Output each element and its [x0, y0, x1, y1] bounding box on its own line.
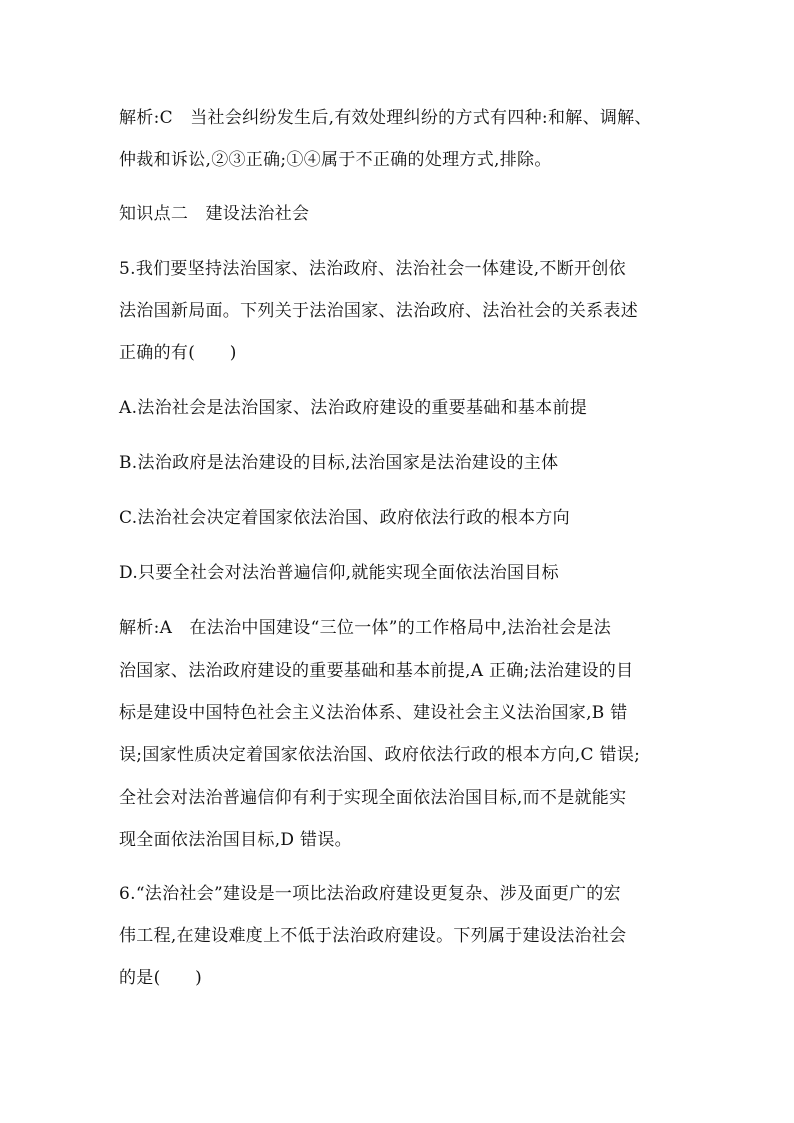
question-5-stem-line: 法治国新局面。下列关于法治国家、法治政府、法治社会的关系表述 — [119, 301, 638, 321]
section-heading: 知识点二 建设法治社会 — [119, 204, 310, 224]
analysis-line: 解析:C 当社会纠纷发生后,有效处理纠纷的方式有四种:和解、调解、 — [119, 108, 652, 128]
question-6-stem-line: 伟工程,在建设难度上不低于法治政府建设。下列属于建设法治社会 — [119, 926, 627, 946]
question-5-analysis-line: 误;国家性质决定着国家依法治国、政府依法行政的根本方向,C 错误; — [119, 745, 641, 765]
question-6-stem-line: 6.“法治社会”建设是一项比法治政府建设更复杂、涉及面更广的宏 — [119, 884, 621, 904]
analysis-line: 仲裁和诉讼,②③正确;①④属于不正确的处理方式,排除。 — [119, 150, 552, 170]
question-5-stem-line: 正确的有( ) — [119, 343, 237, 363]
question-5-analysis-line: 全社会对法治普遍信仰有利于实现全面依法治国目标,而不是就能实 — [119, 788, 627, 808]
question-5-option-d: D.只要全社会对法治普遍信仰,就能实现全面依法治国目标 — [119, 563, 559, 583]
question-5-option-a: A.法治社会是法治国家、法治政府建设的重要基础和基本前提 — [119, 398, 588, 418]
question-5-analysis-line: 标是建设中国特色社会主义法治体系、建设社会主义法治国家,B 错 — [119, 703, 628, 723]
question-5-analysis-line: 治国家、法治政府建设的重要基础和基本前提,A 正确;法治建设的目 — [119, 661, 634, 681]
question-6-stem-line: 的是( ) — [119, 968, 203, 988]
question-5-analysis-line: 解析:A 在法治中国建设“三位一体”的工作格局中,法治社会是法 — [119, 618, 612, 638]
question-5-analysis-line: 现全面依法治国目标,D 错误。 — [119, 830, 352, 850]
question-5-option-b: B.法治政府是法治建设的目标,法治国家是法治建设的主体 — [119, 453, 559, 473]
question-5-stem-line: 5.我们要坚持法治国家、法治政府、法治社会一体建设,不断开创依 — [119, 259, 626, 279]
question-5-option-c: C.法治社会决定着国家依法治国、政府依法行政的根本方向 — [119, 508, 570, 528]
